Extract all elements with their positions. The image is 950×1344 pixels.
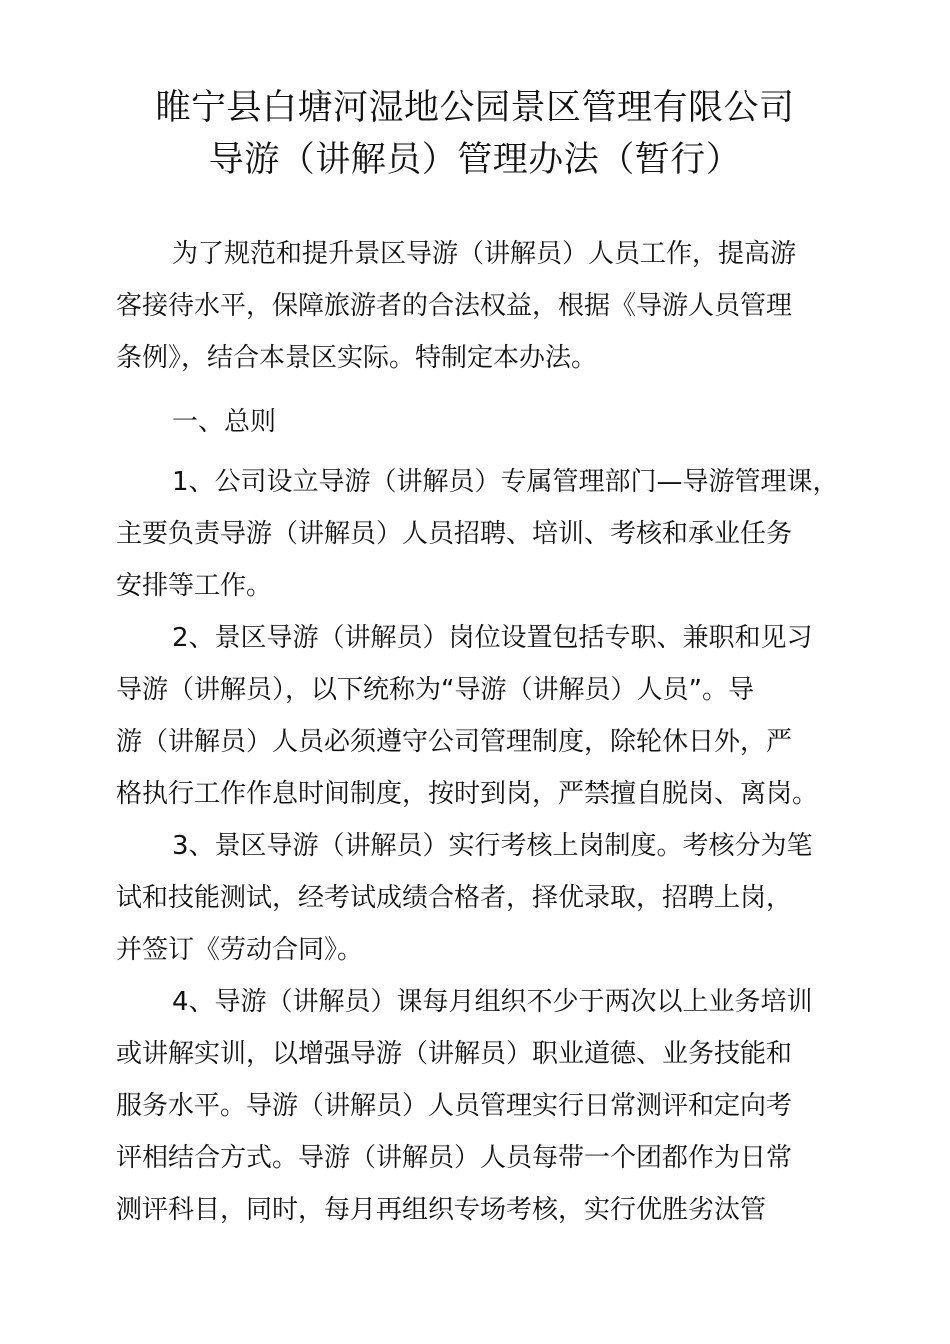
item-4-paragraph bbox=[116, 976, 846, 1236]
document-title-line-2: 导游（讲解员）管理办法（暂行） bbox=[208, 140, 742, 180]
item-3-line-1: 3、景区导游（讲解员）实行考核上岗制度。考核分为笔 bbox=[172, 831, 813, 861]
section-heading bbox=[116, 396, 846, 448]
item-3-line-3: 并签订《劳动合同》。 bbox=[116, 935, 364, 965]
item-4-line-3: 服务水平。导游（讲解员）人员管理实行日常测评和定向考 bbox=[116, 1091, 793, 1121]
item-3-line-2: 试和技能测试，经考试成绩合格者，择优录取，招聘上岗， bbox=[116, 883, 793, 913]
item-4-line-5: 测评科目，同时，每月再组织专场考核，实行优胜劣汰管 bbox=[116, 1195, 767, 1225]
item-4-line-4: 评相结合方式。导游（讲解员）人员每带一个团都作为日常 bbox=[116, 1143, 793, 1173]
item-1-paragraph bbox=[116, 456, 846, 612]
item-2-line-1: 2、景区导游（讲解员）岗位设置包括专职、兼职和见习 bbox=[172, 623, 813, 653]
item-3-paragraph bbox=[116, 820, 846, 976]
item-2-line-2: 导游（讲解员），以下统称为“导游（讲解员）人员”。导 bbox=[116, 675, 754, 705]
item-4-line-1: 4、导游（讲解员）课每月组织不少于两次以上业务培训 bbox=[172, 987, 813, 1017]
intro-line-3: 条例》，结合本景区实际。特制定本办法。 bbox=[116, 343, 598, 373]
intro-line-2: 客接待水平，保障旅游者的合法权益，根据《导游人员管理 bbox=[116, 291, 793, 321]
item-1-line-2: 主要负责导游（讲解员）人员招聘、培训、考核和承业任务 bbox=[116, 519, 793, 549]
document-title-line-1: 睢宁县白塘河湿地公园景区管理有限公司 bbox=[155, 88, 795, 128]
item-2-line-4: 格执行工作作息时间制度，按时到岗，严禁擅自脱岗、离岗。 bbox=[116, 779, 819, 809]
item-1-line-1: 1、公司设立导游（讲解员）专属管理部门—导游管理课， bbox=[172, 467, 839, 497]
intro-line-1: 为了规范和提升景区导游（讲解员）人员工作，提高游 bbox=[172, 239, 797, 269]
item-2-line-3: 游（讲解员）人员必须遵守公司管理制度，除轮休日外，严 bbox=[116, 727, 793, 757]
item-2-paragraph bbox=[116, 612, 846, 820]
intro-paragraph bbox=[116, 228, 846, 384]
item-1-line-3: 安排等工作。 bbox=[116, 571, 273, 601]
item-4-line-2: 或讲解实训，以增强导游（讲解员）职业道德、业务技能和 bbox=[116, 1039, 793, 1069]
section-1-heading: 一、总则 bbox=[172, 407, 277, 437]
